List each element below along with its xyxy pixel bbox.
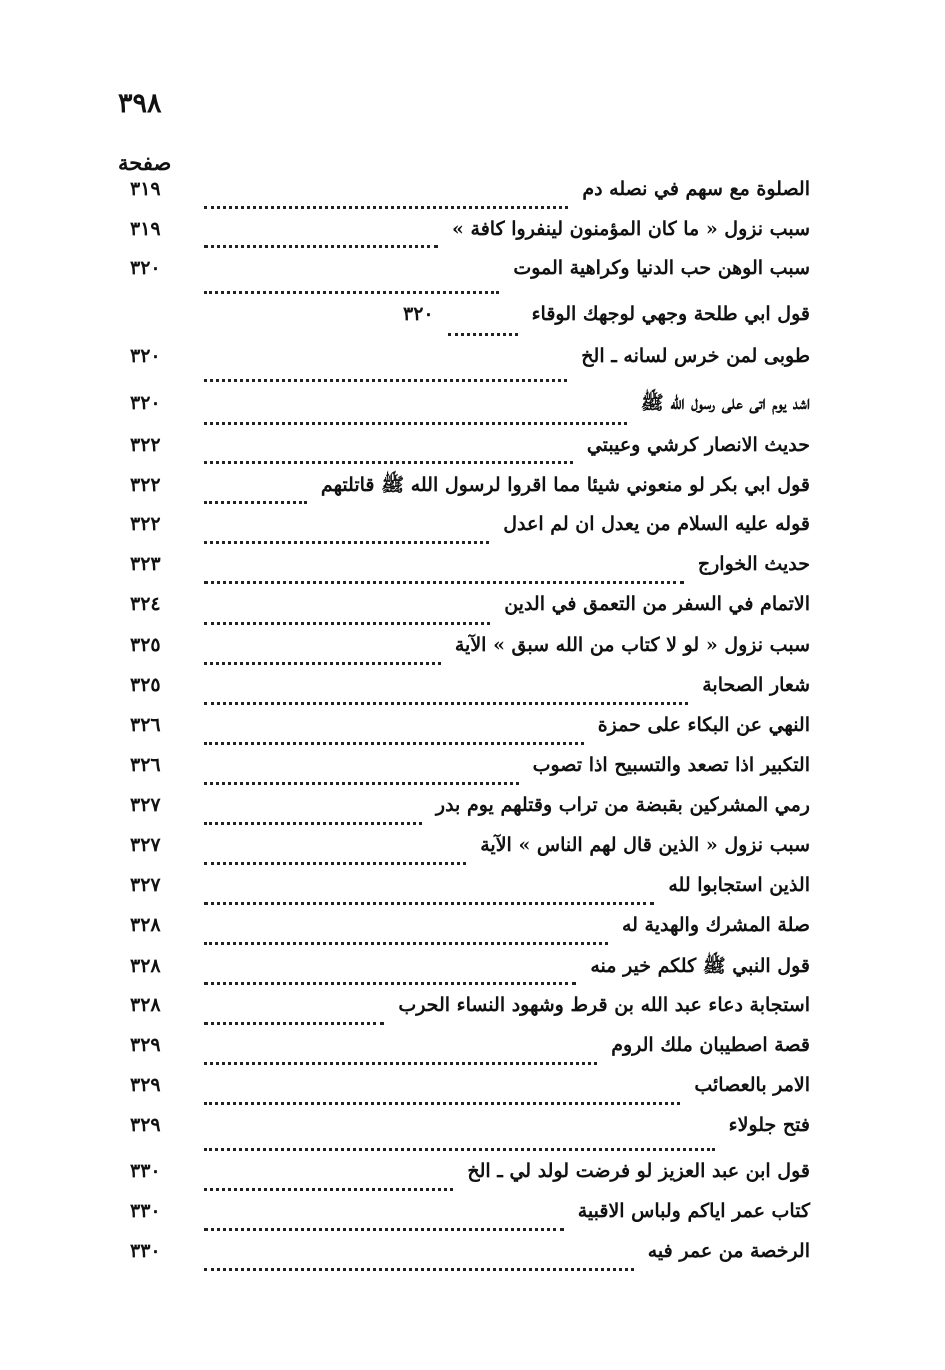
toc-entry-title: رمي المشركين بقبضة من تراب وقتلهم يوم بدر: [435, 794, 810, 816]
toc-entry-page: ٣٢٠: [130, 345, 161, 367]
toc-entry-page: ٣٢٧: [130, 794, 161, 816]
toc-entry-page: ٣٢٦: [130, 754, 161, 776]
toc-entry-title: قول النبي ﷺ كلكم خير منه: [590, 955, 810, 977]
dot-leader: [204, 577, 684, 584]
dot-leader: [204, 241, 438, 248]
toc-entry-title: الاتمام في السفر من التعمق في الدين: [504, 593, 810, 615]
dot-leader: [204, 1264, 634, 1271]
toc-entry: [130, 714, 810, 754]
dot-leader: [204, 537, 489, 544]
toc-entry-page: ٣٢٦: [130, 714, 161, 736]
toc-entry-page: ٣٢٩: [130, 1074, 161, 1096]
toc-entry-title: سبب نزول « لو لا كتاب من الله سبق » الآية: [454, 634, 810, 656]
dot-leader: [204, 1098, 680, 1105]
toc-entry: [130, 794, 810, 834]
toc-entry-page: ٣٢٨: [130, 994, 161, 1016]
toc-entry-page: ٣٢٥: [130, 674, 161, 696]
dot-leader: [204, 978, 576, 985]
toc-entry: [130, 674, 810, 714]
dot-leader: [204, 1144, 715, 1151]
toc-entry-title: حديث الخوارج: [697, 553, 810, 575]
toc-entry: [130, 218, 810, 257]
toc-entry-title: قول ابي طلحة وجهي لوجهك الوقاء: [531, 303, 810, 325]
toc-entry: [130, 257, 810, 303]
toc-entry-title: قوله عليه السلام من يعدل ان لم اعدل: [503, 513, 810, 535]
dot-leader: [204, 497, 307, 504]
toc-entry-title: كتاب عمر اياكم ولباس الاقبية: [577, 1200, 810, 1222]
toc-entry: [130, 1034, 810, 1074]
dot-leader: [448, 329, 518, 336]
toc-entry-title: صلة المشرك والهدية له: [621, 914, 810, 936]
toc-entry-page: ٣١٩: [130, 178, 161, 200]
dot-leader: [204, 1224, 564, 1231]
toc-entry-page: ٣٢٨: [130, 955, 161, 977]
toc-entry-title: شعار الصحابة: [702, 674, 810, 696]
toc-entry-page: ٣١٩: [130, 218, 161, 240]
toc-entry-page: ٣٣٠: [130, 1240, 161, 1262]
toc-entry: [130, 1200, 810, 1240]
toc-entry: [130, 593, 810, 634]
toc-entry: [130, 434, 810, 473]
dot-leader: [204, 738, 584, 745]
toc-entry-title: سبب نزول « ما كان المؤمنون لينفروا كافة »: [452, 218, 810, 240]
toc-entry-title: حديث الانصار كرشي وعيبتي: [586, 434, 810, 456]
dot-leader: [204, 418, 627, 425]
toc-entry-title: قول ابن عبد العزيز لو فرضت لولد لي ـ الخ: [467, 1160, 810, 1182]
toc-entry-page: ٣٢٢: [130, 513, 161, 535]
toc-entry: [130, 874, 810, 914]
toc-entry: [130, 834, 810, 874]
toc-entry-title: استجابة دعاء عبد الله بن قرط وشهود النساء الحرب: [398, 994, 810, 1016]
dot-leader: [204, 457, 573, 464]
toc-entry: [130, 634, 810, 674]
toc-entry-title: قصة اصطيبان ملك الروم: [611, 1034, 810, 1056]
dot-leader: [204, 898, 654, 905]
toc-entry-page: ٣٢٠: [130, 257, 161, 279]
dot-leader: [204, 658, 441, 665]
toc-entry-page: ٣٢٧: [130, 874, 161, 896]
toc-entry: [130, 1114, 810, 1160]
toc-entry-title: الامر بالعصائب: [694, 1074, 810, 1096]
dot-leader: [204, 1058, 597, 1065]
toc-entry-title: فتح جلولاء: [728, 1114, 810, 1136]
toc-entry-page: ٣٢٠: [403, 303, 434, 325]
page-number: ٣٩٨: [118, 88, 162, 119]
toc-entry-title: النهي عن البكاء على حمزة: [597, 714, 810, 736]
toc-entry: [130, 391, 810, 434]
dot-leader: [204, 202, 568, 209]
toc-entry-page: ٣٣٠: [130, 1200, 161, 1222]
toc-entry-title: سبب الوهن حب الدنيا وكراهية الموت: [513, 257, 810, 279]
toc-entry-title: طوبى لمن خرس لسانه ـ الخ: [581, 345, 810, 367]
toc-entry-page: ٣٢٠: [130, 392, 161, 414]
toc-entry-page: ٣٢٢: [130, 434, 161, 456]
toc-entry: [130, 513, 810, 553]
toc-entry-page: ٣٢٨: [130, 914, 161, 936]
toc-entry: [130, 914, 810, 954]
toc-entry-page: ٣٢٩: [130, 1034, 161, 1056]
dot-leader: [204, 778, 519, 785]
dot-leader: [204, 618, 490, 625]
toc-entry-title: الرخصة من عمر فيه: [647, 1240, 810, 1262]
toc-entry: [130, 1160, 810, 1200]
toc-entry-page: ٣٣٠: [130, 1160, 161, 1182]
toc-entry-title: اشد يوم اتى على رسول الله ﷺ: [640, 392, 810, 414]
toc-entry-title: الصلوة مع سهم في نصله دم: [582, 178, 810, 200]
toc-entry-title: قول ابي بكر لو منعوني شيئا مما اقروا لرسول الله ﷺ قاتلتهم: [320, 474, 810, 496]
toc-entry: [130, 473, 810, 513]
dot-leader: [204, 858, 466, 865]
toc-entry-page: ٣٢٥: [130, 634, 161, 656]
toc-entry-title: التكبير اذا تصعد والتسبيح اذا تصوب: [532, 754, 810, 776]
toc-entry: [130, 553, 810, 593]
toc-entry: [130, 345, 810, 391]
toc-entry-page: ٣٢٧: [130, 834, 161, 856]
toc-entry-page: ٣٢٣: [130, 553, 161, 575]
toc-entry: [130, 954, 810, 994]
dot-leader: [204, 1018, 384, 1025]
dot-leader: [204, 375, 567, 382]
dot-leader: [204, 818, 422, 825]
toc-entry: [130, 178, 810, 218]
table-of-contents: [130, 178, 810, 1280]
toc-entry: [130, 1074, 810, 1114]
dot-leader: [204, 1184, 453, 1191]
toc-entry-page: ٣٢٤: [130, 593, 161, 615]
toc-entry: [130, 754, 810, 794]
toc-entry-page: ٣٢٢: [130, 474, 161, 496]
dot-leader: [204, 938, 608, 945]
toc-entry: [130, 303, 810, 345]
toc-entry: [130, 994, 810, 1034]
dot-leader: [204, 698, 688, 705]
page-column-header: صفحة: [118, 150, 172, 175]
toc-entry-page: ٣٢٩: [130, 1114, 161, 1136]
toc-entry-title: سبب نزول « الذين قال لهم الناس » الآية: [480, 834, 810, 856]
toc-entry-title: الذين استجابوا لله: [668, 874, 810, 896]
toc-entry: [130, 1240, 810, 1280]
dot-leader: [204, 287, 499, 294]
